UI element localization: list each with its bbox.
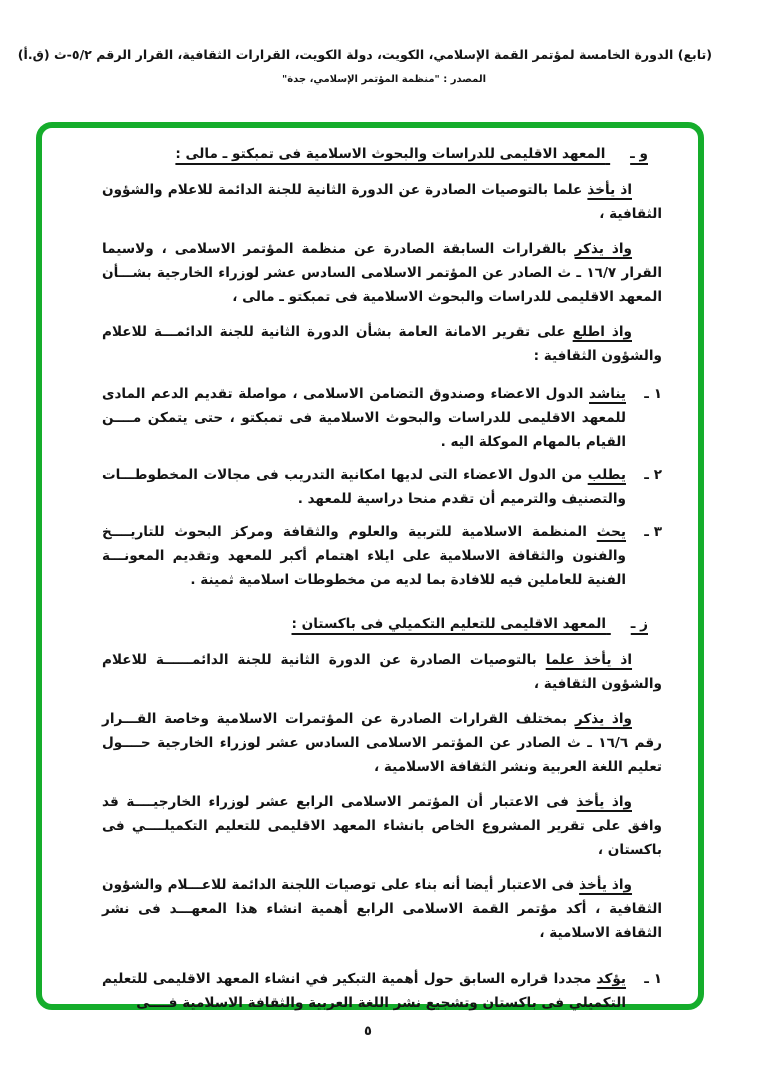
- paragraph-lead: اذ يأخذ: [587, 182, 632, 198]
- paragraph-lead: واذ يأخذ: [576, 794, 632, 810]
- document-title: (تابع) الدورة الخامسة لمؤتمر القمة الإسلامي، الكويت، دولة الكويت، القرارات الثقافية، القرار الرقم ٥/٢-ث (ق.أ): [17, 47, 712, 62]
- paragraph-lead: اذ يأخذ علما: [545, 652, 633, 668]
- item-number: ٢ ـ: [644, 467, 662, 483]
- item-text: [102, 382, 626, 454]
- paragraph-text: بالقرارات السابقة الصادرة عن منظمة المؤتمر الاسلامى ، ولاسيما القرار ١٦/٧ ـ ث الصادر عن المؤتمر الاسلامى السادس عشر لوزراء الخارجية بشـــأن المعهد الاقليمى للدراسات والبحوث الاسلامية فى تمبكتو ـ مالى ،: [102, 241, 662, 305]
- section-title: المعهد الاقليمى للتعليم التكميلي فى باكستان :: [291, 616, 607, 632]
- paragraph-text: علما بالتوصيات الصادرة عن الدورة الثانية للجنة الدائمة للاعلام والشؤون الثقافية ،: [102, 182, 662, 222]
- section-pakistan-institute: [102, 612, 662, 1015]
- section-title: المعهد الاقليمى للدراسات والبحوث الاسلامية فى تمبكتو ـ مالى :: [175, 146, 606, 162]
- item-rest: الدول الاعضاء وصندوق التضامن الاسلامى ، مواصلة تقديم الدعم المادى للمعهد الاقليمى للدراسات والبحوث الاسلامية فى تمبكتو ، حتى يتمكن مــــن القيام بالمهام الموكلة اليه .: [102, 386, 626, 450]
- paragraph-text: فى الاعتبار أيضا أنه بناء على توصيات اللجنة الدائمة للاعـــلام والشؤون الثقافية ، أكد مؤتمر القمة الاسلامى الرابع أهمية انشاء هذا المعهـــد فى نشر الثقافة الاسلامية ،: [102, 877, 662, 941]
- item-lead: يؤكد: [596, 971, 627, 987]
- list-item: [102, 382, 662, 454]
- item-lead: يحث: [596, 524, 627, 540]
- item-number: ٣ ـ: [644, 524, 662, 540]
- item-lead: يناشد: [589, 386, 626, 402]
- item-text: [102, 520, 626, 592]
- document-source: المصدر : "منظمة المؤتمر الإسلامي، جدة": [281, 73, 486, 85]
- paragraph: [102, 320, 662, 368]
- section-letter: ز ـ: [630, 616, 648, 632]
- item-lead: يطلب: [587, 467, 626, 483]
- numbered-list: [102, 382, 662, 592]
- paragraph-text: بالتوصيات الصادرة عن الدورة الثانية للجنة الدائمــــــة للاعلام والشؤون الثقافية ،: [102, 652, 662, 692]
- item-rest: المنظمة الاسلامية للتربية والعلوم والثقافة ومركز البحوث للتاريــــخ والفنون والثقافة الاسلامية على ايلاء اهتمام أكبر للمعهد وتقديم المعونـــة الفنية للعاملين فيه للافادة بما لديه من مخطوطات اسلامية ثمينة .: [102, 524, 626, 588]
- document-header: [17, 46, 712, 85]
- paragraph-text: فى الاعتبار أن المؤتمر الاسلامى الرابع عشر لوزراء الخارجيــــة قد وافق على تقرير المشروع الخاص بانشاء المعهد الاقليمى للتعليم التكميلــــي فى باكستان ،: [102, 794, 662, 858]
- paragraph-lead: واذ يذكر: [574, 711, 632, 727]
- paragraph: [102, 790, 662, 862]
- section-heading: [102, 612, 648, 636]
- item-rest: من الدول الاعضاء التى لديها امكانية التدريب فى مجالات المخطوطـــات والتصنيف والترميم أن تقدم منحا دراسية للمعهد .: [102, 467, 626, 507]
- item-number: ١ ـ: [644, 971, 662, 987]
- document-body: [42, 128, 698, 1015]
- section-timbuktu-institute: [102, 142, 662, 592]
- item-number: ١ ـ: [644, 386, 662, 402]
- paragraph: [102, 178, 662, 226]
- paragraph-text: على تقرير الامانة العامة بشأن الدورة الثانية للجنة الدائمـــة للاعلام والشؤون الثقافية :: [102, 324, 662, 364]
- paragraph-text: بمختلف القرارات الصادرة عن المؤتمرات الاسلامية وخاصة القـــرار رقم ١٦/٦ ـ ث الصادر عن المؤتمر الاسلامى السادس عشر لوزراء الخارجية حــــول تعليم اللغة العربية ونشر الثقافة الاسلامية ،: [102, 711, 662, 775]
- paragraph: [102, 873, 662, 945]
- green-highlight-frame: [36, 122, 704, 1010]
- list-item: [102, 967, 662, 1015]
- item-text: [102, 967, 626, 1015]
- section-heading: [102, 142, 648, 166]
- paragraph: [102, 237, 662, 309]
- paragraph-lead: واذ اطلع: [572, 324, 632, 340]
- list-item: [102, 463, 662, 511]
- item-rest: مجددا قراره السابق حول أهمية التبكير في انشاء المعهد الاقليمى للتعليم التكميلي فى باكستان وتشجيع نشر اللغة العربية والثقافة الاسلامية فــــى: [102, 971, 626, 1011]
- page-number: ٥: [364, 1024, 372, 1039]
- numbered-list: [102, 967, 662, 1015]
- section-letter: و ـ: [630, 146, 648, 162]
- list-item: [102, 520, 662, 592]
- paragraph: [102, 648, 662, 696]
- paragraph-lead: واذ يأخذ: [579, 877, 633, 893]
- paragraph: [102, 707, 662, 779]
- paragraph-lead: واذ يذكر: [574, 241, 633, 257]
- item-text: [102, 463, 626, 511]
